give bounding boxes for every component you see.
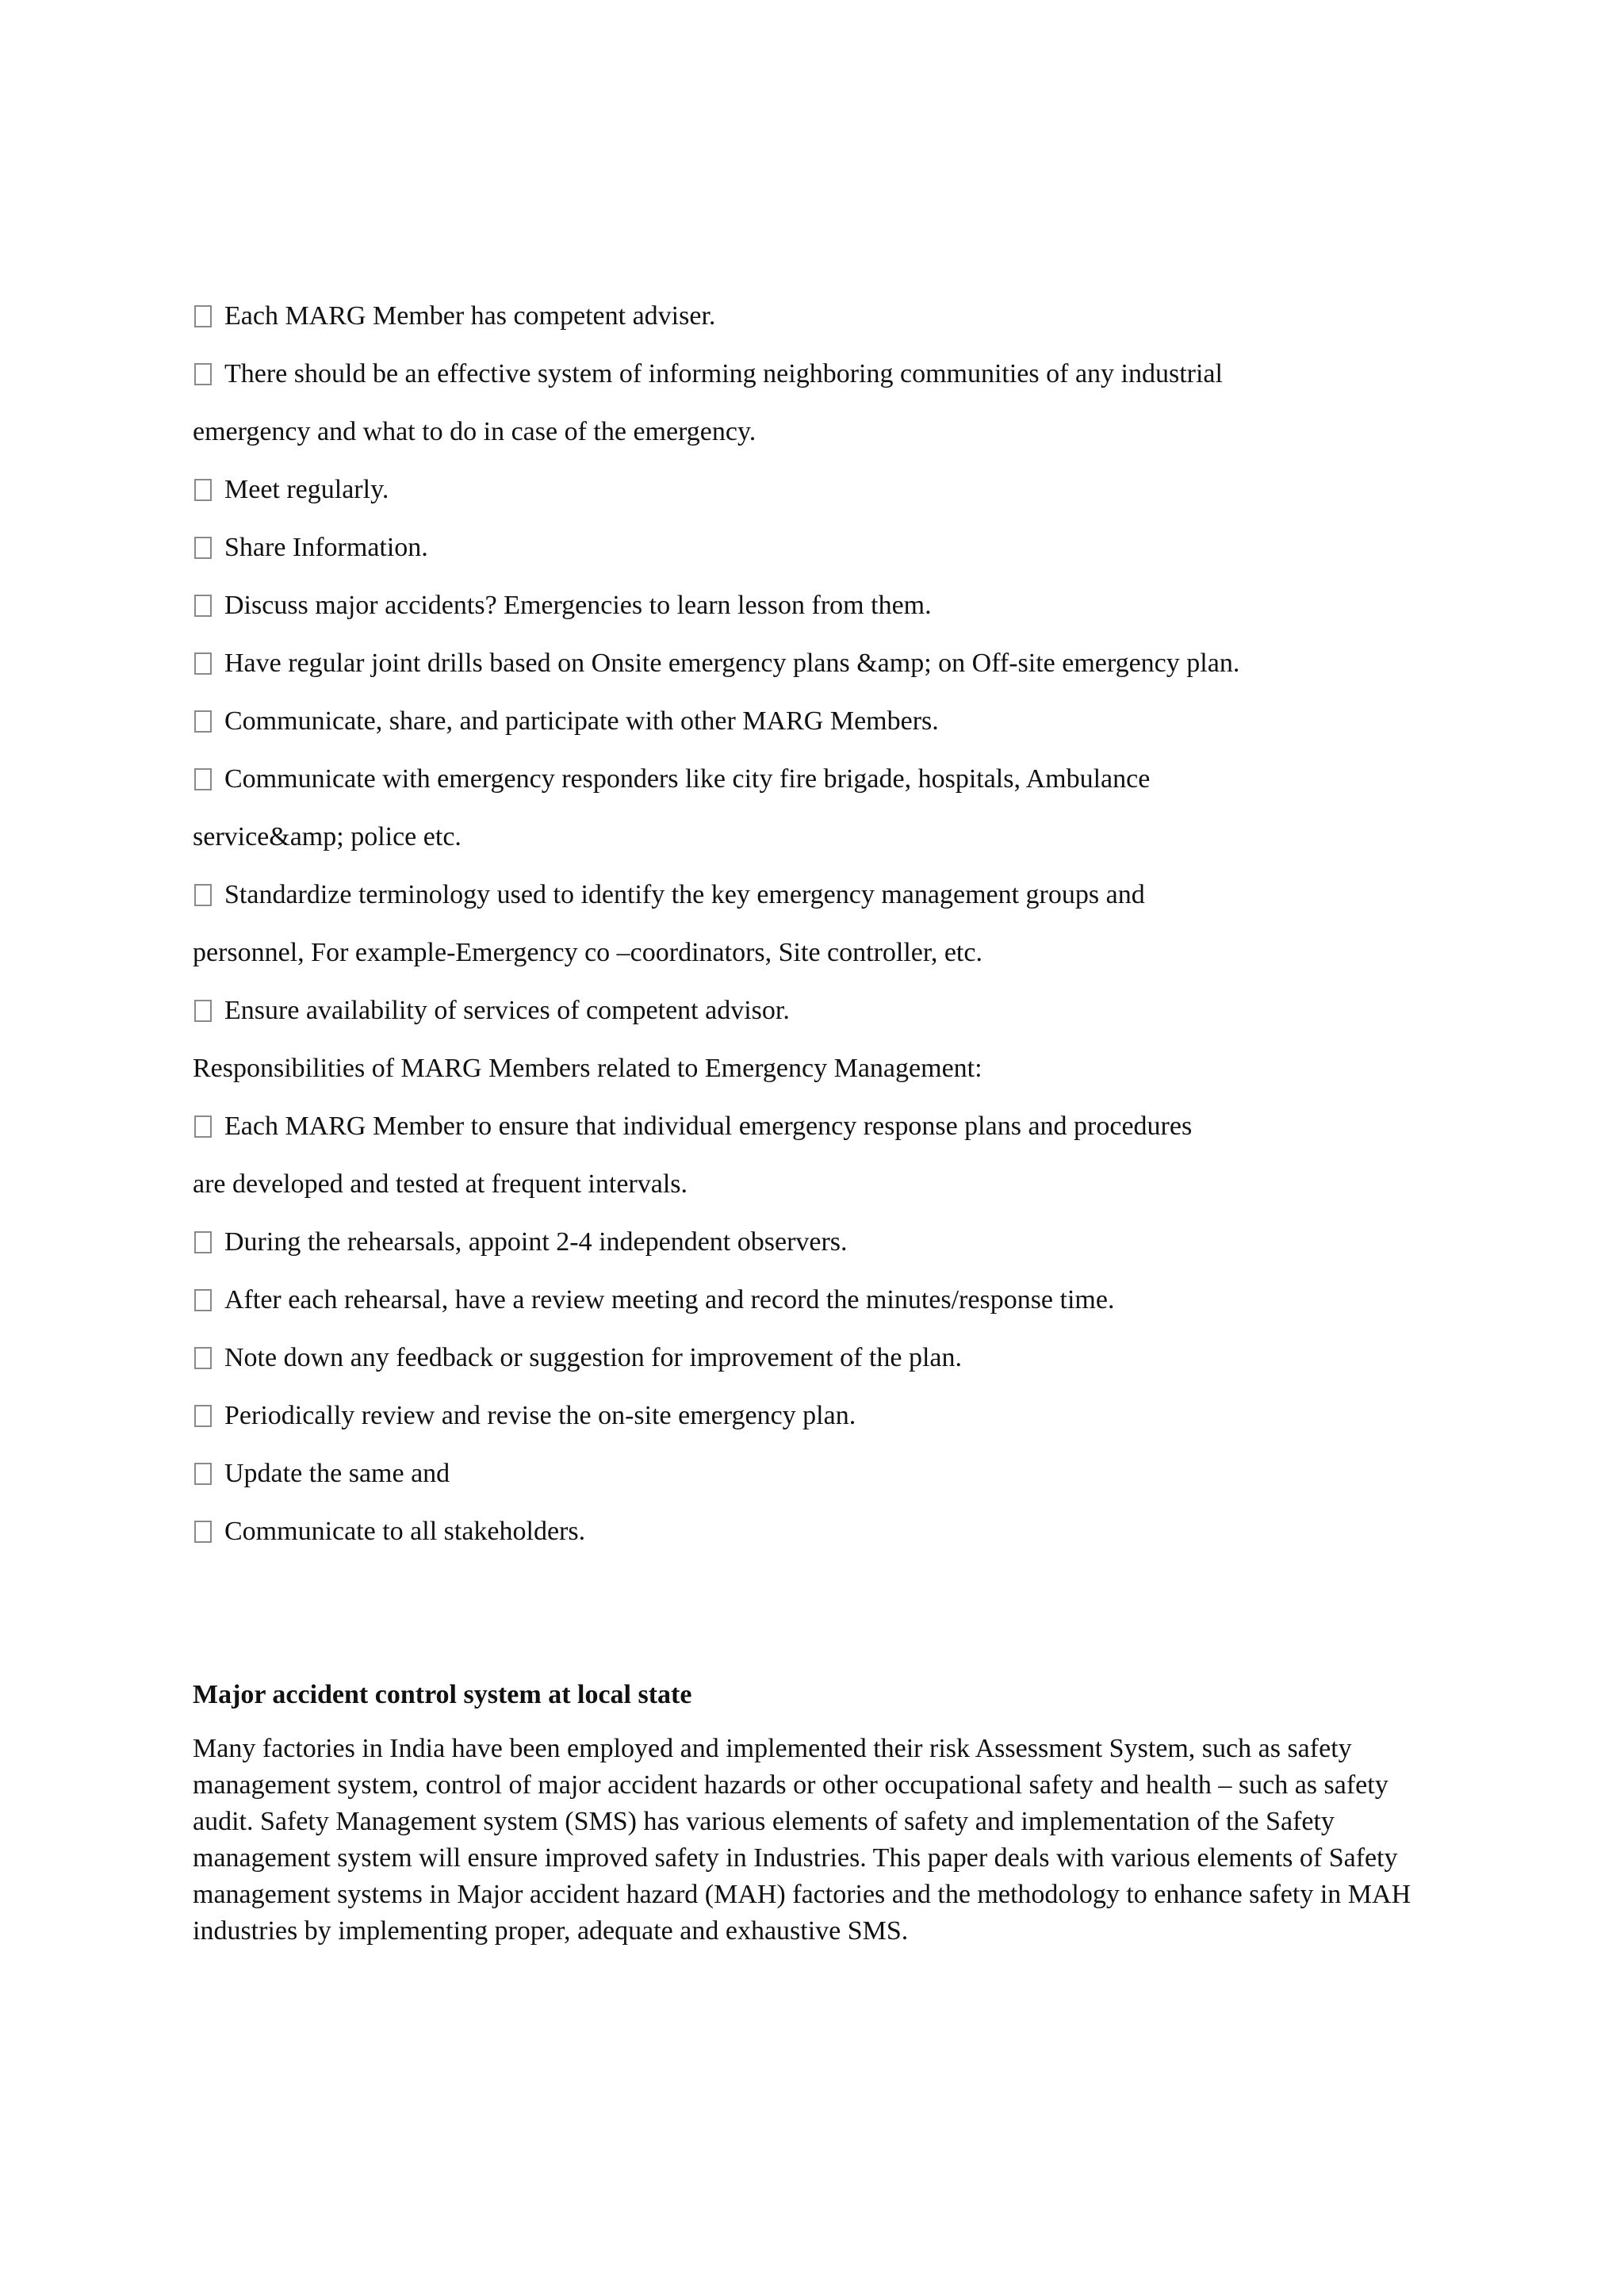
list-item-text: Note down any feedback or suggestion for improvement of the plan.	[224, 1343, 963, 1372]
bullet-placeholder-icon	[194, 1463, 212, 1485]
list-item-continuation	[193, 924, 1430, 982]
list-item	[193, 1445, 1430, 1502]
list-item-text: Meet regularly.	[224, 475, 389, 504]
bullet-placeholder-icon	[194, 710, 212, 733]
list-item-text: Have regular joint drills based on Onsite emergency plans &amp; on Off-site emergency plan.	[224, 649, 1240, 678]
list-item	[193, 1329, 1430, 1387]
list-item-text: Each MARG Member has competent adviser.	[224, 301, 716, 331]
section-heading: Major accident control system at local state	[193, 1680, 692, 1709]
list-item-text: Each MARG Member to ensure that individual emergency response plans and procedures	[224, 1112, 1193, 1141]
list-item-text: emergency and what to do in case of the emergency.	[193, 417, 756, 446]
bullet-placeholder-icon	[194, 768, 212, 790]
list-item-text: Standardize terminology used to identify the key emergency management groups and	[224, 880, 1145, 909]
list-item	[193, 982, 1430, 1039]
list-item-text: personnel, For example-Emergency co –coordinators, Site controller, etc.	[193, 938, 982, 967]
bullet-list	[193, 287, 1430, 1560]
bullet-placeholder-icon	[194, 1405, 212, 1427]
list-item	[193, 866, 1430, 924]
section-paragraph: Many factories in India have been employed and implemented their risk Assessment System, such as safety management system, control of major accident hazards or other occupational safety and health – such as safety audit. Safety Management system (SMS) has various elements of safety and implementation of the Safety management system will ensure improved safety in Industries. This paper deals with various elements of Safety management systems in Major accident hazard (MAH) factories and the methodology to enhance safety in MAH industries by implementing proper, adequate and exhaustive SMS.	[193, 1734, 1411, 1946]
list-item	[193, 1502, 1430, 1560]
bullet-placeholder-icon	[194, 1347, 212, 1369]
list-item	[193, 576, 1430, 634]
list-item	[193, 461, 1430, 519]
bullet-placeholder-icon	[194, 1289, 212, 1311]
list-item	[193, 1387, 1430, 1445]
list-item	[193, 287, 1430, 345]
list-item	[193, 1213, 1430, 1271]
list-item-text: are developed and tested at frequent intervals.	[193, 1169, 688, 1199]
list-item-text: Update the same and	[224, 1459, 450, 1488]
list-item-text: Discuss major accidents? Emergencies to learn lesson from them.	[224, 591, 932, 620]
list-item-text: Share Information.	[224, 533, 428, 562]
bullet-placeholder-icon	[194, 1115, 212, 1138]
list-item-text: Communicate with emergency responders like city fire brigade, hospitals, Ambulance	[224, 764, 1151, 794]
list-item	[193, 519, 1430, 576]
list-item-continuation	[193, 1155, 1430, 1213]
list-item-text: Communicate to all stakeholders.	[224, 1517, 586, 1546]
bullet-placeholder-icon	[194, 595, 212, 617]
bullet-placeholder-icon	[194, 1000, 212, 1022]
bullet-placeholder-icon	[194, 479, 212, 501]
list-item-text: During the rehearsals, appoint 2-4 independent observers.	[224, 1227, 848, 1257]
bullet-placeholder-icon	[194, 363, 212, 385]
subheading-text: Responsibilities of MARG Members related to Emergency Management:	[193, 1054, 982, 1083]
bullet-placeholder-icon	[194, 652, 212, 675]
list-item-text: Ensure availability of services of competent advisor.	[224, 996, 790, 1025]
list-item-continuation	[193, 808, 1430, 866]
list-item-text: Communicate, share, and participate with other MARG Members.	[224, 706, 939, 736]
list-item-text: Periodically review and revise the on-site emergency plan.	[224, 1401, 856, 1430]
list-item-continuation	[193, 403, 1430, 461]
bullet-placeholder-icon	[194, 1521, 212, 1543]
list-item-text: There should be an effective system of informing neighboring communities of any industrial	[224, 359, 1223, 388]
list-item	[193, 1097, 1430, 1155]
list-item	[193, 692, 1430, 750]
list-item-text: service&amp; police etc.	[193, 822, 462, 851]
list-item	[193, 1271, 1430, 1329]
subheading-line	[193, 1039, 1430, 1097]
list-item-text: After each rehearsal, have a review meeting and record the minutes/response time.	[224, 1285, 1115, 1314]
bullet-placeholder-icon	[194, 1231, 212, 1253]
list-item	[193, 634, 1430, 692]
bullet-placeholder-icon	[194, 305, 212, 327]
bullet-placeholder-icon	[194, 884, 212, 906]
list-item	[193, 345, 1430, 403]
bullet-placeholder-icon	[194, 537, 212, 559]
list-item	[193, 750, 1430, 808]
